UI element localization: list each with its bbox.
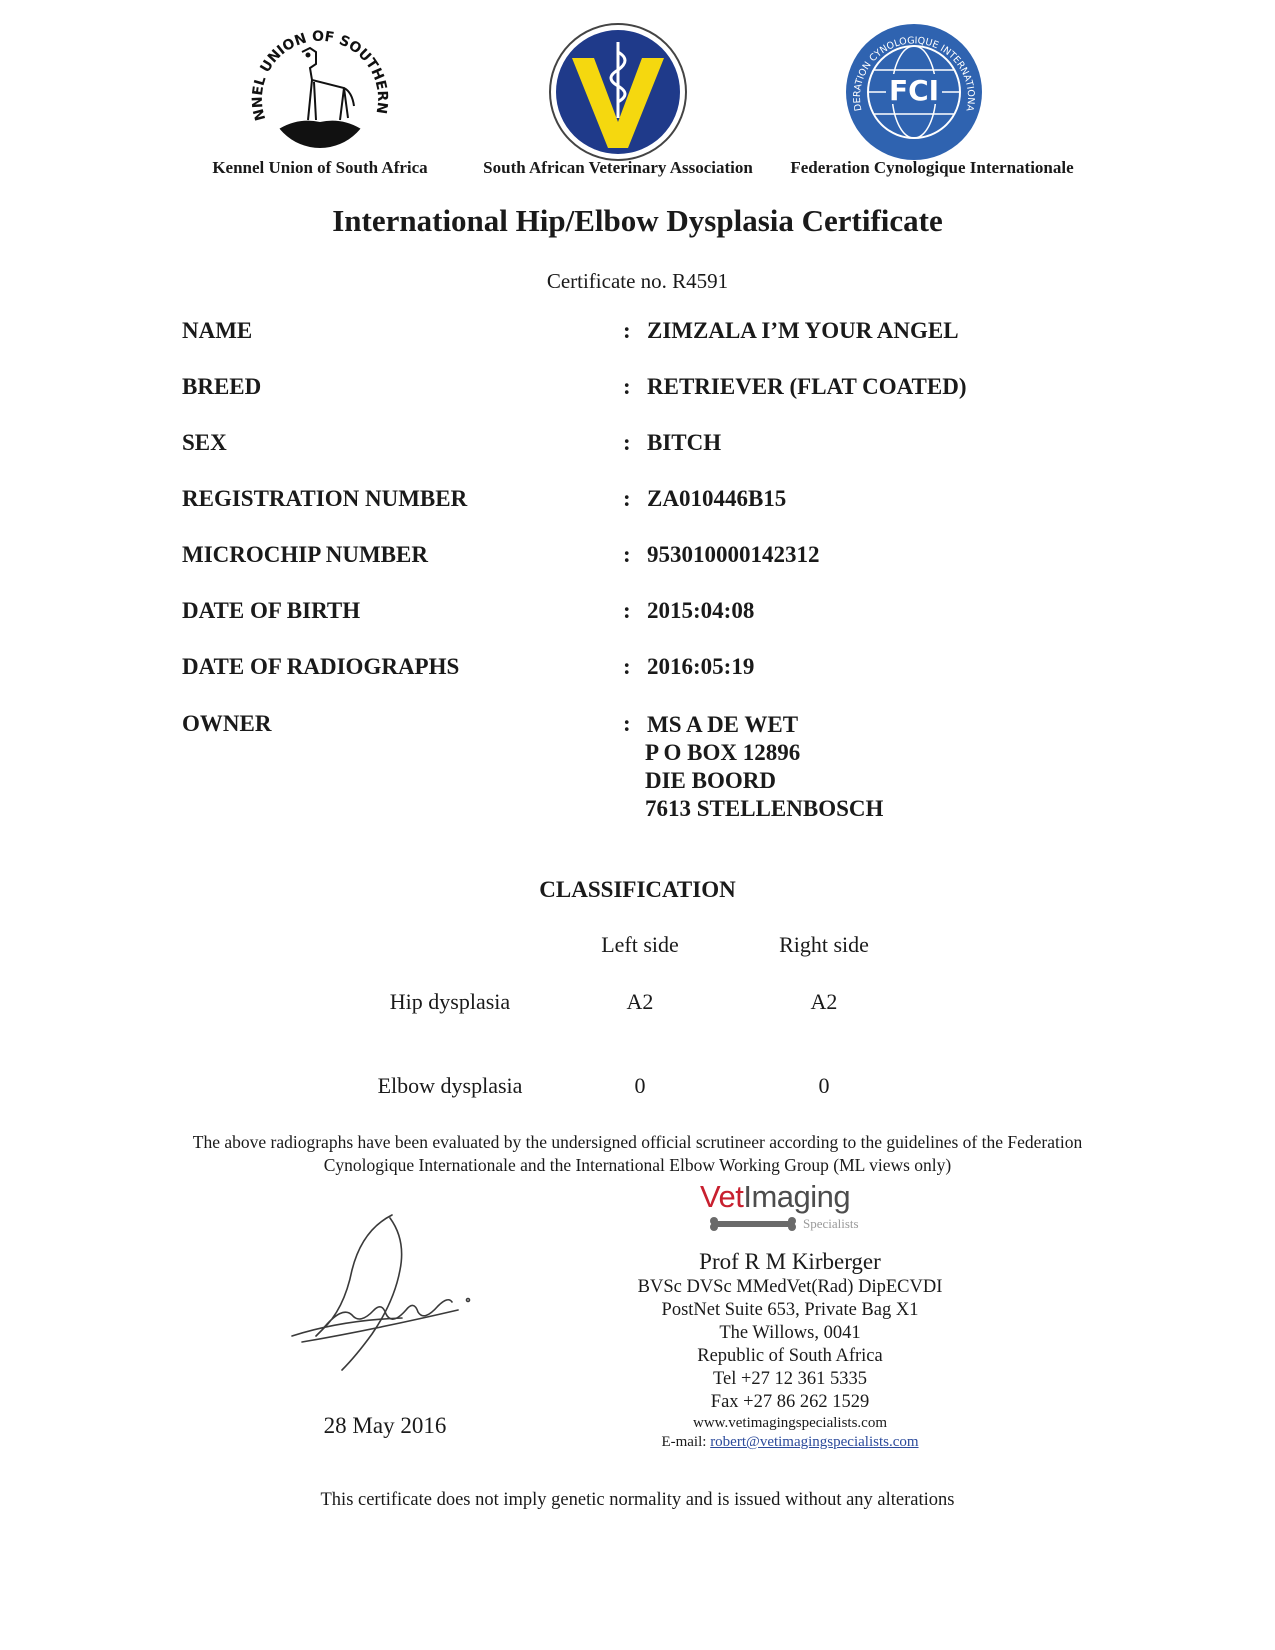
kusa-logo (244, 22, 396, 162)
vet-name: Prof R M Kirberger (699, 1249, 881, 1274)
vet-contact-block (590, 1248, 990, 1452)
detail-row-breed (182, 374, 1082, 404)
detail-value: ZIMZALA I’M YOUR ANGEL (647, 318, 959, 343)
vet-qualifications: BVSc DVSc MMedVet(Rad) DipECVDI (637, 1277, 943, 1297)
detail-label: BREED (182, 374, 262, 399)
detail-label: DATE OF BIRTH (182, 598, 361, 623)
bone-icon (708, 1216, 798, 1232)
owner-line: MS A DE WET (647, 712, 799, 737)
kusa-ring-text: NNEL UNION OF SOUTHERN (249, 28, 391, 123)
fci-logo (844, 22, 984, 162)
detail-label: NAME (182, 318, 253, 343)
detail-label: SEX (182, 430, 227, 455)
hip-dysplasia-label: Hip dysplasia (389, 989, 511, 1014)
detail-row-sex (182, 430, 1082, 460)
detail-separator: : (623, 486, 631, 511)
signature-icon (282, 1210, 482, 1380)
vetimaging-logo-vet: Vet (700, 1179, 744, 1214)
kusa-logo-icon (244, 22, 396, 162)
svg-text:THE KENNEL UNION OF SOUTHERN A (244, 22, 390, 122)
elbow-right-value: 0 (818, 1073, 830, 1098)
vet-website: www.vetimagingspecialists.com (693, 1415, 887, 1431)
detail-row-birth-date (182, 598, 1082, 628)
signature-date: 28 May 2016 (323, 1413, 447, 1438)
classification-title: CLASSIFICATION (539, 877, 736, 902)
elbow-left-value: 0 (634, 1073, 646, 1098)
detail-separator: : (623, 374, 631, 399)
detail-value: RETRIEVER (FLAT COATED) (647, 374, 967, 399)
vet-address-line2: The Willows, 0041 (719, 1323, 861, 1343)
detail-row-radiograph-date (182, 654, 1082, 684)
sava-letter: V (546, 22, 547, 23)
fci-inner-text: FCI (888, 74, 940, 107)
owner-line: DIE BOORD (645, 768, 776, 793)
vetimaging-logo-sub: Specialists (803, 1216, 859, 1231)
vet-phone: Tel +27 12 361 5335 (712, 1369, 868, 1389)
column-right-side: Right side (779, 932, 869, 957)
certificate-title: International Hip/Elbow Dysplasia Certificate (332, 203, 943, 238)
vet-email-link[interactable]: robert@vetimagingspecialists.com (710, 1434, 919, 1450)
owner-line: P O BOX 12896 (645, 740, 801, 765)
vet-country: Republic of South Africa (697, 1346, 883, 1366)
detail-row-microchip (182, 542, 1082, 572)
evaluation-statement: The above radiographs have been evaluated by the undersigned official scrutineer according to the guidelines of the Federation Cynologique Internationale and the International Elbow Working Group (ML views only) (192, 1132, 1083, 1175)
detail-separator: : (623, 430, 631, 455)
detail-label: DATE OF RADIOGRAPHS (182, 654, 460, 679)
hip-left-value: A2 (626, 989, 654, 1014)
detail-value: ZA010446B15 (647, 486, 787, 511)
signature-image (282, 1210, 482, 1380)
detail-label: MICROCHIP NUMBER (182, 542, 428, 567)
vet-fax: Fax +27 86 262 1529 (710, 1392, 870, 1412)
vet-email-label: E-mail: (661, 1434, 711, 1450)
sava-caption: South African Veterinary Association (483, 158, 753, 177)
vetimaging-logo-imaging: Imaging (743, 1179, 851, 1214)
detail-label: REGISTRATION NUMBER (182, 486, 468, 511)
vet-email-line (590, 1433, 990, 1452)
vetimaging-logo (700, 1180, 940, 1242)
sava-logo (546, 22, 690, 162)
owner-line: 7613 STELLENBOSCH (645, 796, 884, 821)
hip-right-value: A2 (810, 989, 838, 1014)
elbow-dysplasia-label: Elbow dysplasia (377, 1073, 523, 1098)
vet-address-line1: PostNet Suite 653, Private Bag X1 (661, 1300, 919, 1320)
sava-logo-icon (546, 22, 690, 162)
detail-value: BITCH (647, 430, 722, 455)
column-left-side: Left side (601, 932, 679, 957)
detail-row-name (182, 318, 1082, 348)
detail-separator: : (623, 711, 631, 736)
fci-logo-icon (844, 22, 984, 162)
detail-separator: : (623, 654, 631, 679)
footer-disclaimer: This certificate does not imply genetic normality and is issued without any alterations (320, 1490, 955, 1510)
detail-value: 953010000142312 (647, 542, 820, 567)
kusa-caption: Kennel Union of South Africa (212, 158, 428, 177)
certificate-number: Certificate no. R4591 (546, 269, 729, 293)
detail-separator: : (623, 542, 631, 567)
detail-value: 2016:05:19 (647, 654, 755, 679)
detail-value: 2015:04:08 (647, 598, 755, 623)
detail-label: OWNER (182, 711, 272, 736)
detail-row-registration (182, 486, 1082, 516)
fci-caption: Federation Cynologique Internationale (790, 158, 1074, 177)
fci-ring-text: DERATION CYNOLOGIQUE INTERNATIONA (851, 35, 977, 113)
owner-address (647, 711, 883, 823)
detail-row-owner (182, 711, 1082, 831)
detail-separator: : (623, 598, 631, 623)
detail-separator: : (623, 318, 631, 343)
